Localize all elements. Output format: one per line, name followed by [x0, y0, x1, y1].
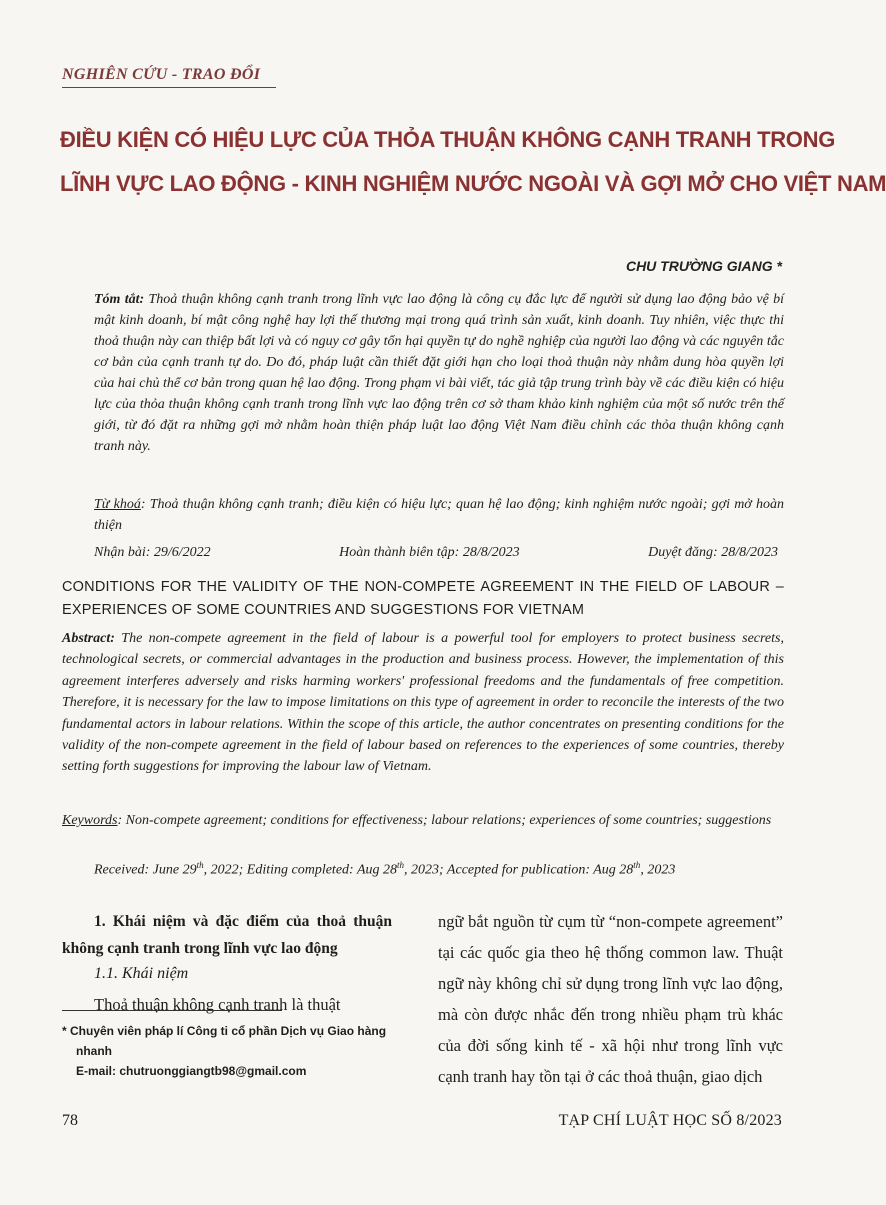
- section-heading: 1. Khái niệm và đặc điểm của thoả thuận không cạnh tranh trong lĩnh vực lao động: [62, 913, 392, 957]
- section-label: NGHIÊN CỨU - TRAO ĐỔI: [62, 66, 261, 83]
- edited-date-en: , 2022; Editing completed: Aug 28: [203, 862, 397, 878]
- footnote: [62, 1021, 392, 1081]
- page-number: 78: [62, 1112, 78, 1129]
- body-paragraph-left: Thoả thuận không cạnh tranh là thuật: [94, 995, 341, 1014]
- keywords-english: [62, 810, 784, 831]
- footnote-affiliation: * Chuyên viên pháp lí Công ti cổ phần Dịch vụ Giao hàng nhanh: [62, 1024, 387, 1058]
- english-title: CONDITIONS FOR THE VALIDITY OF THE NON-COMPETE AGREEMENT IN THE FIELD OF LABOUR – EXPERIENCES OF SOME COUNTRIES AND SUGGESTIONS FOR VIETNAM: [62, 579, 784, 618]
- footnote-divider: [62, 1010, 282, 1011]
- author-name: CHU TRƯỜNG GIANG *: [625, 258, 782, 274]
- accepted-date-en: , 2023; Accepted for publication: Aug 28: [404, 862, 634, 878]
- body-column-right: [438, 906, 783, 1092]
- edited-date-sup: th: [397, 860, 405, 870]
- received-date-en: Received: June 29: [94, 862, 197, 878]
- accepted-year-en: , 2023: [640, 862, 676, 878]
- title-line-2: LĨNH VỰC LAO ĐỘNG - KINH NGHIỆM NƯỚC NGOÀI VÀ GỢI MỞ CHO VIỆT NAM: [60, 171, 886, 196]
- accepted-date-sup: th: [633, 860, 641, 870]
- dates-english: [94, 860, 784, 879]
- subsection-heading: 1.1. Khái niệm: [94, 965, 189, 982]
- abstract-en-label: Abstract:: [62, 631, 115, 646]
- keywords-vn-text: : Thoả thuận không cạnh tranh; điều kiện có hiệu lực; quan hệ lao động; kinh nghiệm nước ngoài; gợi mở hoàn thiện: [94, 497, 784, 533]
- keywords-en-text: : Non-compete agreement; conditions for effectiveness; labour relations; experiences of some countries; suggestions: [117, 813, 772, 828]
- abstract-vn-text: Thoả thuận không cạnh tranh trong lĩnh vực lao động là công cụ đắc lực để người sử dụng lao động bảo vệ bí mật kinh doanh, bí mật công nghệ hay lợi thế thương mại trong quá trình sản xuất, kinh doanh. Tuy nhiên, việc thực thi thoả thuận này can thiệp bất lợi và có nguy cơ gây tổn hại quyền tự do nghề nghiệp của người lao động và các nguyên tắc cơ bản của cạnh tranh tự do. Do đó, pháp luật cần thiết đặt giới hạn cho loại thoả thuận này nhằm dung hòa quyền lợi của hai chủ thể cơ bản trong quan hệ lao động. Trong phạm vi bài viết, tác giả tập trung trình bày về các điều kiện có hiệu lực của thỏa thuận không cạnh tranh trong lĩnh vực lao động trên cơ sở tham khảo kinh nghiệm của một số nước trên thế giới, từ đó đặt ra những gợi mở nhằm hoàn thiện pháp luật lao động Việt Nam điều chỉnh các thỏa thuận không cạnh tranh này.: [94, 292, 785, 454]
- keywords-vn-label: Từ khoá: [94, 497, 141, 512]
- accepted-date-vn: Duyệt đăng: 28/8/2023: [648, 545, 778, 560]
- journal-name: TẠP CHÍ LUẬT HỌC SỐ 8/2023: [558, 1112, 782, 1129]
- keywords-vietnamese: [94, 494, 784, 536]
- article-title: [60, 118, 886, 206]
- keywords-en-label: Keywords: [62, 813, 118, 828]
- body-paragraph-right: ngữ bắt nguồn từ cụm từ “non-compete agreement” tại các quốc gia theo hệ thống common law. Thuật ngữ này không chỉ sử dụng trong lĩnh vực lao động, mà còn được nhắc đến trong nhiều phạm trù khác của đời sống kinh tế - xã hội như trong lĩnh vực cạnh tranh hay tồn tại ở các thoả thuận, giao dịch: [438, 912, 783, 1086]
- footnote-email: E-mail: chutruonggiangtb98@gmail.com: [76, 1064, 307, 1078]
- title-line-1: ĐIỀU KIỆN CÓ HIỆU LỰC CỦA THỎA THUẬN KHÔNG CẠNH TRANH TRONG: [60, 127, 836, 152]
- abstract-english: [62, 628, 784, 778]
- section-label-underline: [62, 87, 276, 88]
- abstract-en-text: The non-compete agreement in the field of labour is a powerful tool for employers to protect business secrets, technological secrets, or commercial advantages in the production and business process. However, the implementation of this agreement interferes adversely and risks harming workers' professional freedoms and the fundamentals of free competition. Therefore, it is necessary for the law to impose limitations on this type of agreement in order to reconcile the interests of the two fundamental actors in labour relations. Within the scope of this article, the author concentrates on presenting conditions for the validity of the non-compete agreement in the field of labour based on references to the experiences of some countries, thereby setting forth suggestions for improving the labour law of Vietnam.: [62, 631, 784, 775]
- abstract-vietnamese: [94, 289, 784, 457]
- dates-vietnamese: [94, 545, 778, 561]
- received-date-sup: th: [196, 860, 204, 870]
- body-column-left: [62, 908, 392, 1020]
- edited-date-vn: Hoàn thành biên tập: 28/8/2023: [339, 545, 520, 560]
- abstract-vn-label: Tóm tắt:: [94, 292, 145, 307]
- received-date-vn: Nhận bài: 29/6/2022: [94, 545, 211, 560]
